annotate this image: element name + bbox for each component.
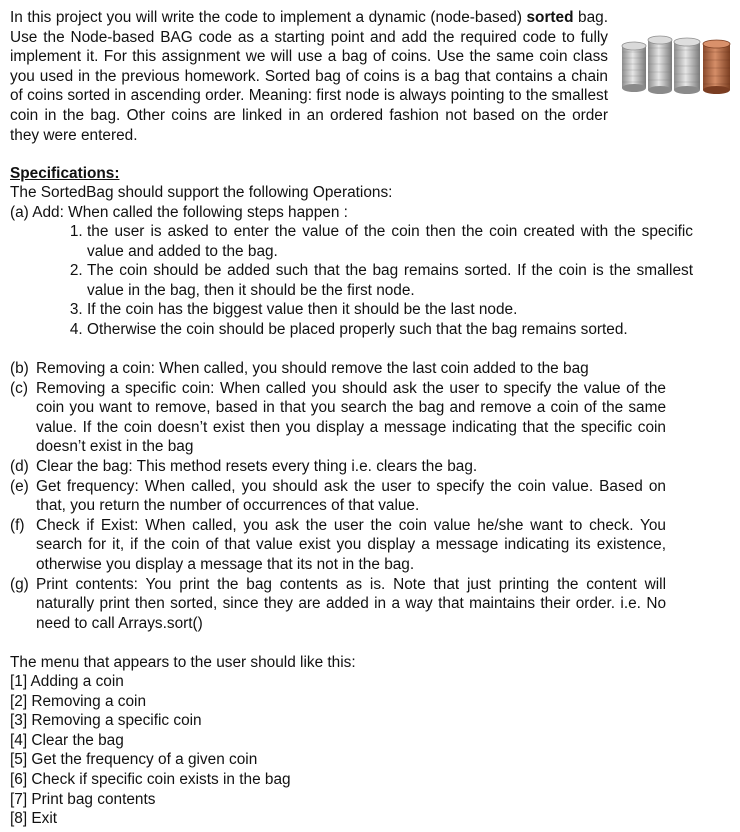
menu-item: [3] Removing a specific coin	[10, 712, 202, 730]
specifications-heading: Specifications:	[10, 165, 120, 182]
operation-item	[10, 477, 666, 516]
intro-part2: bag. Use the Node-based BAG code as a starting point and add the required code to fully implement it. For this assignment we will use a bag of coins. Use the same coin class you used in the previous homework. Sorted bag of coins is a bag that contains a chain of coins sorted in ascending order. Meaning: first node is always pointing to the smallest coin in the bag. Other coins are linked in an ordered fashion not based on the order they were entered.	[10, 9, 609, 144]
operation-item	[10, 379, 666, 457]
operation-label: (f)	[10, 516, 25, 534]
operation-text: Get frequency: When called, you should ask the user to specify the coin value. Based on that, you return the number of occurrences of that value.	[36, 477, 666, 515]
intro-bold-sorted: sorted	[526, 9, 574, 26]
menu-item: [8] Exit	[10, 810, 58, 828]
operation-text: Removing a coin: When called, you should remove the last coin added to the bag	[36, 360, 589, 377]
operation-item	[10, 575, 666, 634]
operation-add-label: (a) Add: When called the following steps happen :	[10, 204, 348, 221]
menu-item: [2] Removing a coin	[10, 692, 147, 710]
intro-part1: In this project you will write the code to implement a dynamic (node-based)	[10, 9, 527, 26]
operation-label: (e)	[10, 477, 29, 495]
menu-item: [1] Adding a coin	[10, 673, 124, 690]
add-step: 2. The coin should be added such that the bag remains sorted. If the coin is the smallest value in the bag, then it should be the first node.	[87, 261, 693, 300]
operation-text: Print contents: You print the bag contents as is. Note that just printing the content will naturally print then sorted, since they are added in a way that maintains their order. i.e. No need to call Arrays.sort()	[36, 575, 666, 632]
operation-item	[10, 516, 666, 575]
specifications-intro: The SortedBag should support the following Operations:	[10, 184, 393, 201]
operation-text: Clear the bag: This method resets every thing i.e. clears the bag.	[36, 457, 478, 475]
menu-intro: The menu that appears to the user should like this:	[10, 654, 356, 671]
add-step: 1. the user is asked to enter the value of the coin then the coin created with the specific value and added to the bag.	[87, 222, 693, 261]
menu-list	[10, 672, 291, 829]
operation-label: (g)	[10, 575, 29, 593]
operation-item	[10, 457, 666, 477]
add-steps-list	[60, 222, 693, 340]
operation-label: (c)	[10, 379, 28, 397]
operation-text: Removing a specific coin: When called you should ask the user to specify the value of the coin you want to remove, based in that you search the bag and remove a coin of the same value. If the coin doesn’t exist then you display a message indicating that the specific coin doesn’t exist in the bag	[36, 379, 666, 456]
menu-item: [7] Print bag contents	[10, 790, 156, 808]
add-step: 3. If the coin has the biggest value then it should be the last node.	[87, 300, 693, 320]
operation-text: Check if Exist: When called, you ask the user the coin value he/she want to check. You search for it, if the coin of that value exist you display a message indicating its existence, otherwise you display a message that its not in the bag.	[36, 516, 666, 573]
menu-item: [5] Get the frequency of a given coin	[10, 751, 258, 769]
menu-item: [6] Check if specific coin exists in the bag	[10, 770, 291, 788]
intro-paragraph	[10, 8, 608, 145]
operation-label: (d)	[10, 457, 29, 475]
add-step: 4. Otherwise the coin should be placed properly such that the bag remains sorted.	[87, 320, 693, 340]
operation-item	[10, 359, 666, 379]
operations-list	[10, 359, 666, 633]
coin-stacks-icon	[616, 26, 738, 98]
operation-label: (b)	[10, 360, 29, 377]
menu-item: [4] Clear the bag	[10, 731, 124, 749]
